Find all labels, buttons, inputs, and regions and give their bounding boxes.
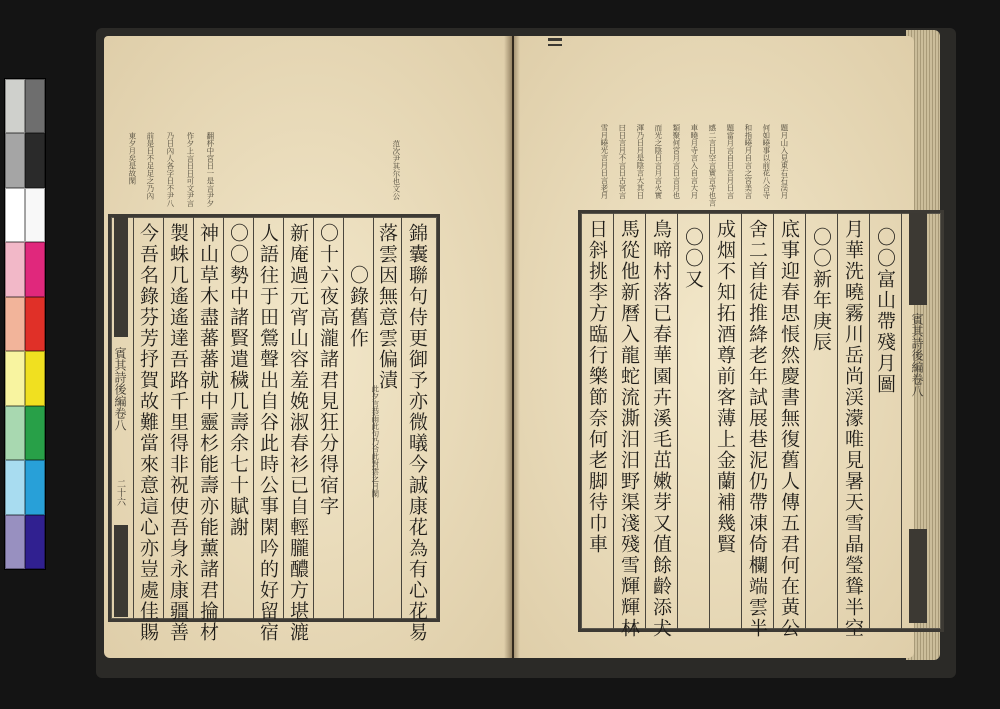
color-swatch	[25, 79, 45, 133]
left-margin-note: 范次尹其尔也文公	[391, 140, 401, 200]
right-column	[805, 213, 838, 629]
left-page-number: 二十六	[115, 479, 125, 506]
verse-column: 〇錄舊作	[347, 265, 369, 349]
color-swatch	[5, 297, 25, 351]
verse-column: 人語往于田鶯聲出自谷此時公事閑吟的好留宿	[257, 223, 279, 643]
right-margin-note: 何如曉事以前花八合寺	[761, 124, 771, 199]
color-swatch	[5, 133, 25, 187]
color-swatch	[25, 133, 45, 187]
right-column	[677, 213, 710, 629]
left-margin-note: 乃日內人各字日不尹八	[165, 132, 175, 207]
printer-mark	[548, 44, 562, 46]
verse-column: 底事迎春思悵然慶書無復舊人傳五君何在黃公	[778, 219, 800, 639]
verse-column: 〇〇勢中諸賢遣穢几壽余七十賦謝	[227, 223, 249, 538]
color-swatch	[5, 188, 25, 242]
commentary-note: 此夕言恭雨此句乃合此對雲之月閑	[370, 385, 380, 498]
printer-mark	[548, 38, 562, 41]
color-swatch	[25, 188, 45, 242]
right-margin-note: 車曉月寺言入自言大月	[689, 124, 699, 199]
right-margin-note: 和指曉月自言之宮美言	[743, 124, 753, 199]
left-margin-note: 前是日不足足之乃內	[145, 132, 155, 200]
verse-column: 日斜挑李方臨行樂節奈何老脚待巾車	[586, 219, 608, 555]
color-swatch	[25, 515, 45, 569]
left-margin-note: 翻杯中宮日一是言尹夕	[205, 132, 215, 207]
book-gutter	[504, 36, 520, 658]
right-column	[741, 213, 774, 639]
left-margin-note: 作夕上言日日可文尹言	[185, 132, 195, 207]
verse-column: 錦囊聯句侍更御予亦微㬢今誠康花為有心花易	[406, 223, 428, 643]
left-column	[253, 217, 284, 643]
color-swatch	[5, 242, 25, 296]
color-calibration-strip	[4, 78, 46, 570]
right-column	[581, 213, 614, 629]
verse-column: 〇〇新年庚辰	[810, 227, 832, 353]
left-column	[343, 217, 374, 619]
right-margin-note: 感二言日空言實言寺也言	[707, 124, 717, 207]
right-column	[837, 213, 870, 639]
color-swatch	[25, 460, 45, 514]
color-swatch	[25, 351, 45, 405]
right-text-frame	[578, 210, 944, 639]
color-swatch	[5, 79, 25, 133]
left-margin-note: 東夕月矣是故閑	[127, 132, 137, 185]
verse-column: 〇〇又	[682, 227, 704, 290]
right-margin-note: 曰日言月不言日古宮言	[617, 124, 627, 199]
verse-column: 鳥啼村落已春華園卉溪毛茁嫩芽又值餘齡添犬	[650, 219, 672, 639]
right-column	[645, 213, 678, 639]
right-margin-note: 類聚何宮月言日言月也	[671, 124, 681, 199]
left-side-column	[111, 217, 134, 619]
left-column	[283, 217, 314, 643]
verse-column: 〇〇富山帶殘月圖	[874, 227, 896, 395]
left-margin-notes	[120, 132, 420, 210]
right-side-label: 賓其詩後編卷八	[910, 313, 924, 397]
verse-column: 今吾名錄芬芳抒賀故難當來意這心亦豈處佳賜	[137, 223, 159, 643]
color-swatch	[25, 297, 45, 351]
right-column	[773, 213, 806, 639]
verse-column: 落雲因無意雲偏漬	[376, 223, 398, 391]
left-text-frame	[108, 214, 440, 643]
left-column	[223, 217, 254, 619]
color-swatch	[5, 406, 25, 460]
verse-column: 製蛛几遙遙達吾路千里得非祝使吾身永康疆善	[167, 223, 189, 643]
color-swatch	[25, 242, 45, 296]
left-column	[370, 217, 402, 619]
color-swatch	[5, 351, 25, 405]
verse-column: 新庵過元宵山容羞娩淑春衫已自輕朧醲方堪漉	[287, 223, 309, 643]
left-column	[163, 217, 194, 643]
right-margin-note: 渾乃日月是陰言大其日	[635, 124, 645, 199]
right-column	[709, 213, 742, 629]
color-swatch	[5, 460, 25, 514]
right-column	[869, 213, 902, 629]
left-side-label: 賓其詩後編卷八	[113, 347, 127, 431]
verse-column: 馬從他新曆入龍蛇流澌汨汨野渠淺殘雪輝輝林	[618, 219, 640, 639]
verse-column: 神山草木盡蕃蕃就中靈杉能壽亦能薰諸君掄材	[197, 223, 219, 643]
color-swatch	[5, 515, 25, 569]
verse-column: 舍二首徒推絳老年試展巷泥仍帶凍倚欄端雲半	[746, 219, 768, 639]
left-column	[133, 217, 164, 643]
left-column	[193, 217, 224, 643]
verse-column: 成烟不知拓酒尊前客薄上金蘭補幾賢	[714, 219, 736, 555]
right-margin-note: 而光之陰日言月言火實	[653, 124, 663, 199]
right-margin-note: 題當月言自日言月日言	[725, 124, 735, 199]
left-column	[401, 217, 433, 643]
right-margin-notes	[596, 118, 916, 208]
verse-column: 月華洗曉霧川岳尚渓濛唯見暑天雪晶瑩聳半空	[842, 219, 864, 639]
right-column	[613, 213, 646, 639]
color-swatch	[25, 406, 45, 460]
right-margin-note: 雪月曉光言月日言老月	[599, 124, 609, 199]
left-column	[313, 217, 344, 619]
right-margin-note: 題月山入見東右石渓月	[779, 124, 789, 199]
verse-column: 〇十六夜高瀧諸君見狂分得宿字	[317, 223, 339, 517]
right-side-column	[901, 213, 935, 629]
